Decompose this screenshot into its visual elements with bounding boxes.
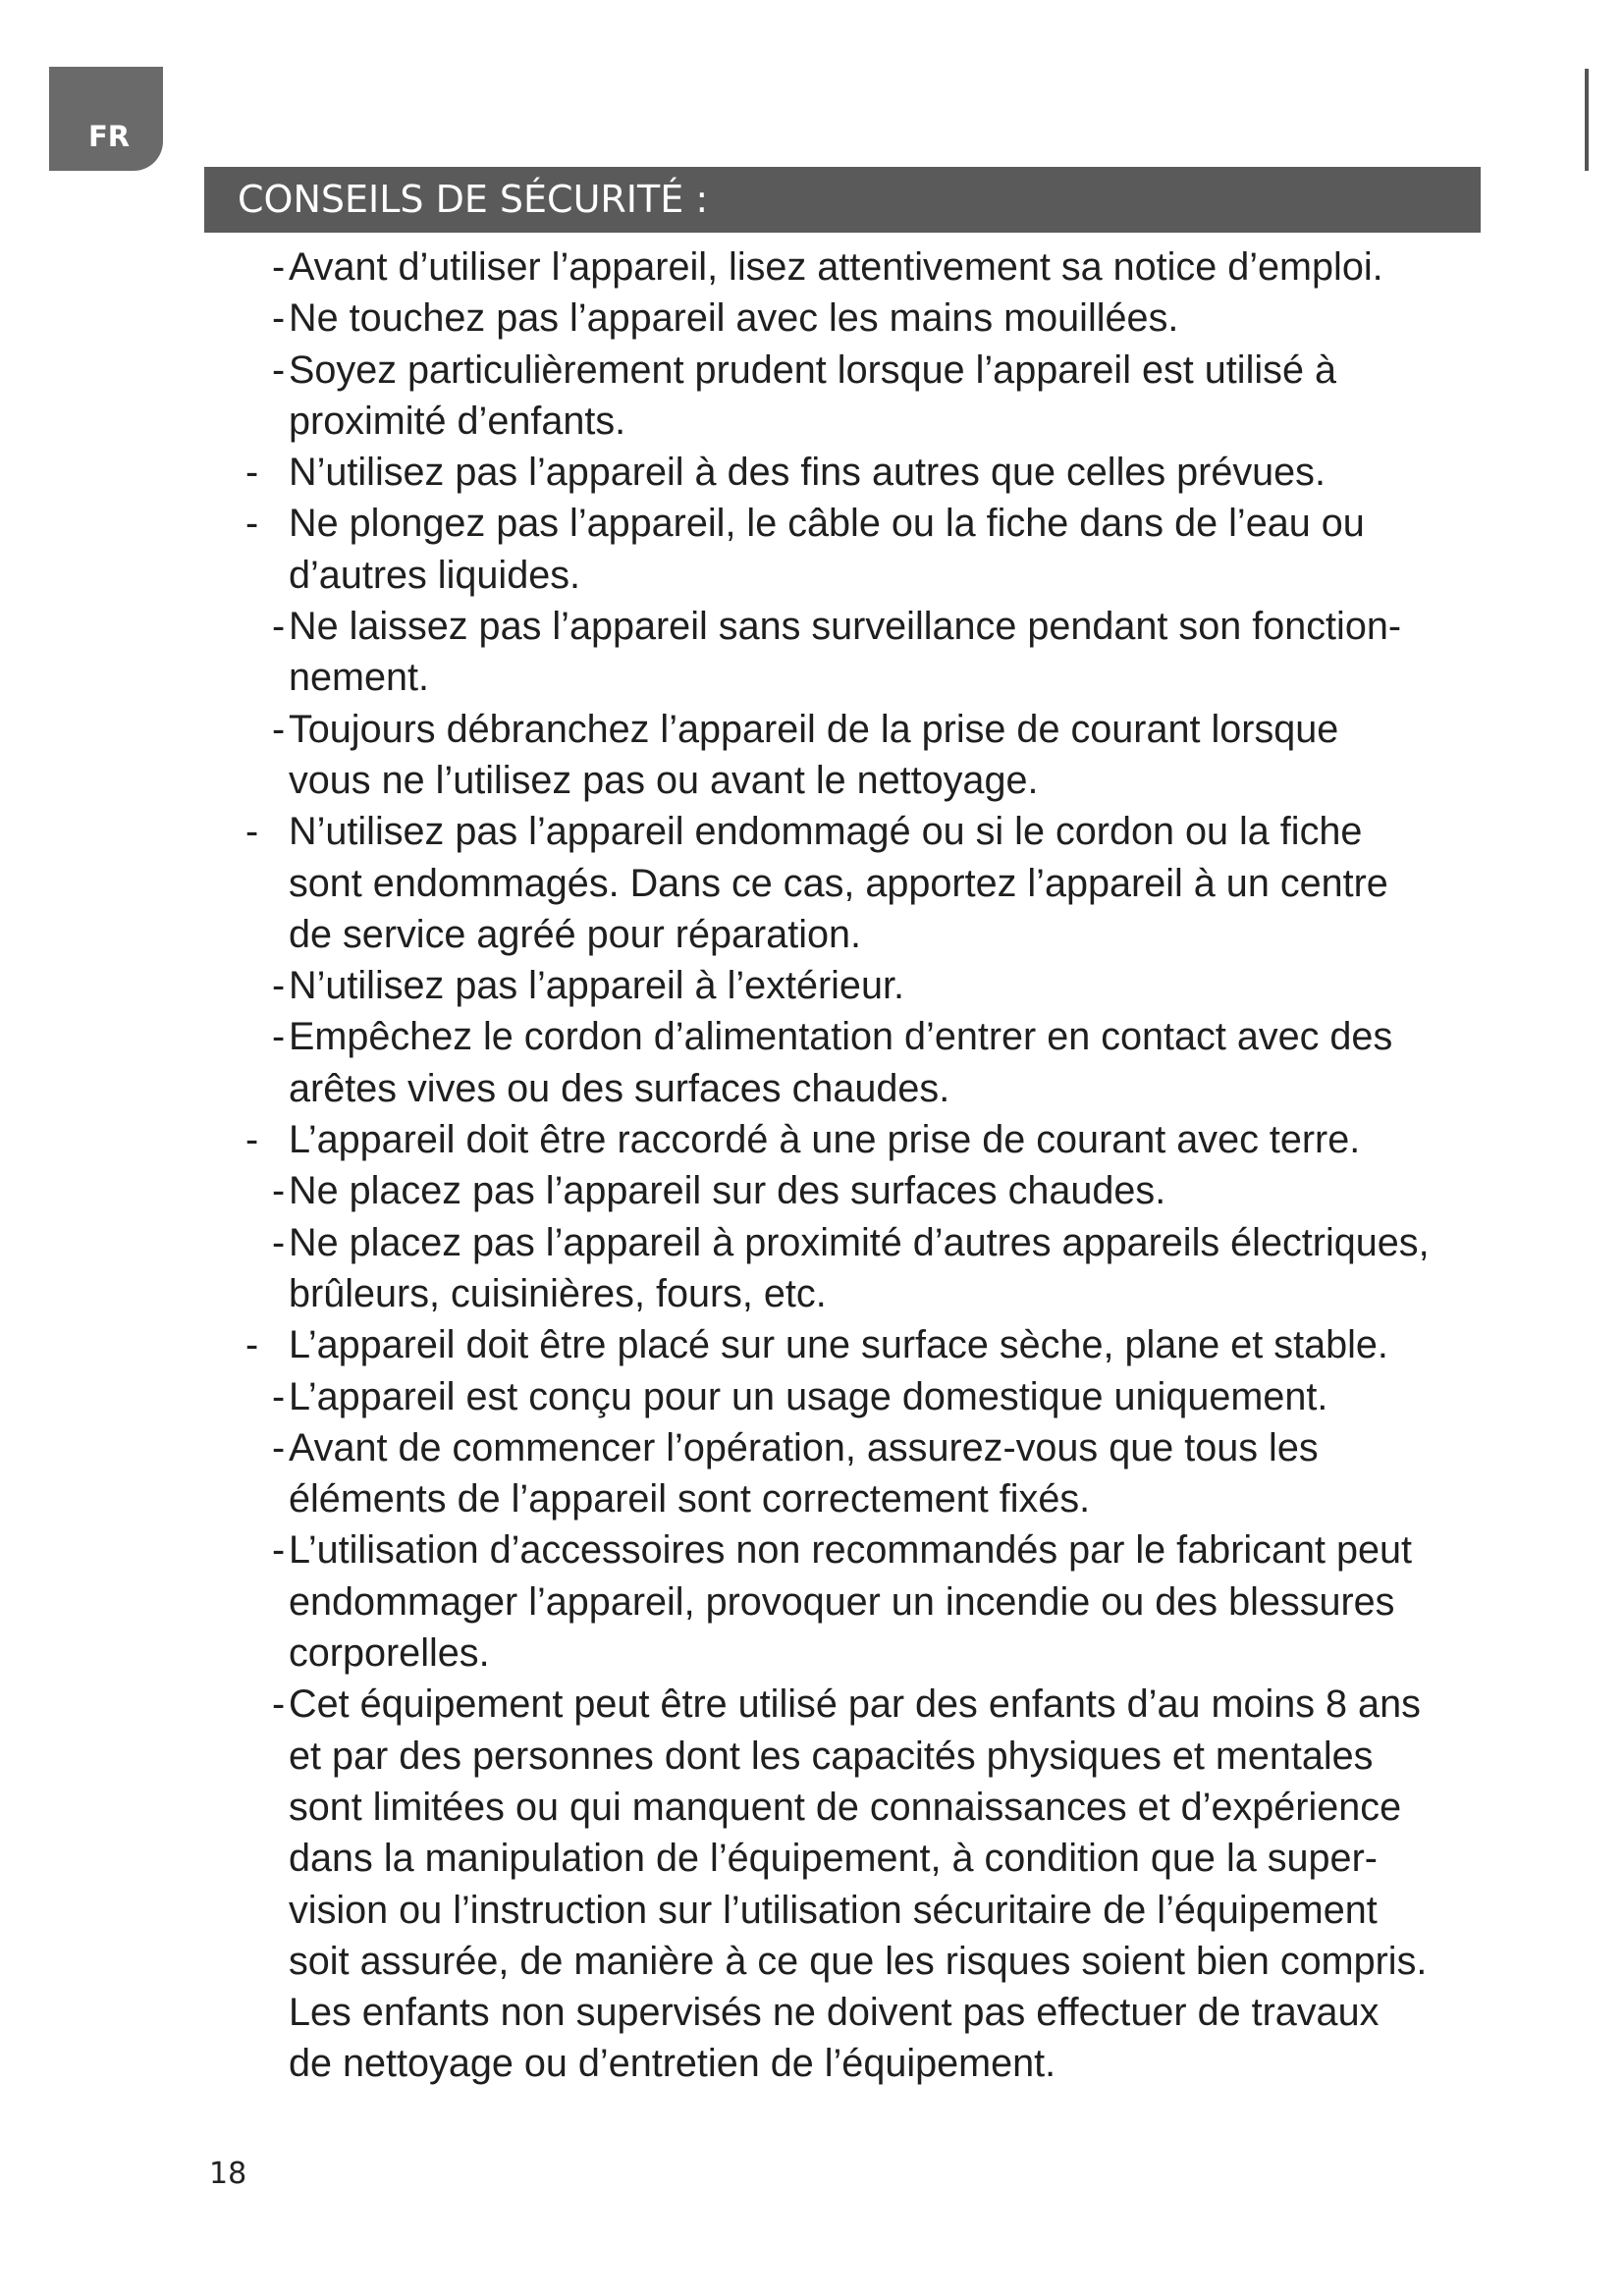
safety-item [245,1011,1542,1114]
dash-bullet: - [272,245,286,289]
safety-item-line: Avant de commencer l’opération, assurez-vous que tous les [289,1425,1319,1469]
safety-item [245,1679,1542,2089]
dash-bullet: - [272,347,286,392]
safety-item-line: L’utilisation d’accessoires non recommandés par le fabricant peut [289,1528,1412,1573]
section-title: CONSEILS DE SÉCURITÉ : [204,167,1481,233]
dash-bullet: - [245,1118,259,1162]
page-number: 18 [209,2157,247,2191]
dash-bullet: - [245,1323,259,1367]
safety-item-line: endommager l’appareil, provoquer un incendie ou des blessures [289,1579,1395,1624]
safety-item [245,806,1542,960]
safety-item [245,498,1542,601]
safety-item-line: sont limitées ou qui manquent de connaissances et d’expérience [289,1785,1402,1829]
safety-item-line: Ne laissez pas l’appareil sans surveillance pendant son fonction- [289,605,1402,649]
dash-bullet: - [272,1015,286,1059]
safety-item-line: Empêchez le cordon d’alimentation d’entrer en contact avec des [289,1015,1393,1059]
safety-item [245,1114,1542,1165]
dash-bullet: - [272,1374,286,1418]
dash-bullet: - [245,502,259,546]
safety-item-line: proximité d’enfants. [289,399,626,443]
safety-item-line: vision ou l’instruction sur l’utilisation sécuritaire de l’équipement [289,1888,1378,1932]
safety-item-line: Soyez particulièrement prudent lorsque l’appareil est utilisé à [289,347,1336,392]
safety-item-line: vous ne l’utilisez pas ou avant le nettoyage. [289,758,1039,802]
dash-bullet: - [272,964,286,1008]
dash-bullet: - [272,605,286,649]
safety-item-line: corporelles. [289,1631,490,1676]
dash-bullet: - [272,1220,286,1264]
safety-item [245,1422,1542,1525]
page-edge-divider [1585,69,1589,171]
dash-bullet: - [272,1425,286,1469]
safety-item-line: et par des personnes dont les capacités physiques et mentales [289,1734,1374,1778]
safety-item-line: nement. [289,656,430,700]
safety-item-line: Ne placez pas l’appareil à proximité d’autres appareils électriques, [289,1220,1430,1264]
safety-item-line: éléments de l’appareil sont correctement fixés. [289,1477,1091,1522]
safety-item-line: brûleurs, cuisinières, fours, etc. [289,1271,827,1315]
safety-item [245,1319,1542,1370]
safety-item [245,1371,1542,1422]
safety-item-line: sont endommagés. Dans ce cas, apportez l’appareil à un centre [289,861,1388,905]
safety-item-line: de nettoyage ou d’entretien de l’équipement. [289,2042,1056,2086]
safety-item-line: N’utilisez pas l’appareil à des fins autres que celles prévues. [289,451,1326,495]
safety-item-line: dans la manipulation de l’équipement, à condition que la super- [289,1837,1378,1881]
safety-item [245,704,1542,807]
safety-item-line: L’appareil doit être placé sur une surface sèche, plane et stable. [289,1323,1388,1367]
language-tab: FR [49,67,163,171]
safety-item [245,1524,1542,1679]
safety-item [245,1165,1542,1216]
safety-item-line: L’appareil doit être raccordé à une prise de courant avec terre. [289,1118,1361,1162]
safety-item [245,241,1542,293]
safety-item [245,293,1542,344]
dash-bullet: - [272,1682,286,1727]
safety-item-line: L’appareil est conçu pour un usage domestique uniquement. [289,1374,1328,1418]
safety-item-line: Ne placez pas l’appareil sur des surfaces chaudes. [289,1169,1166,1213]
safety-item [245,1217,1542,1320]
safety-item-line: N’utilisez pas l’appareil à l’extérieur. [289,964,904,1008]
safety-item [245,345,1542,448]
safety-item-line: Cet équipement peut être utilisé par des enfants d’au moins 8 ans [289,1682,1421,1727]
safety-item [245,601,1542,704]
safety-item [245,447,1542,498]
safety-item-line: Toujours débranchez l’appareil de la prise de courant lorsque [289,707,1339,751]
dash-bullet: - [272,1528,286,1573]
safety-item-line: Avant d’utiliser l’appareil, lisez attentivement sa notice d’emploi. [289,245,1383,289]
safety-item-line: d’autres liquides. [289,553,581,597]
safety-item-line: arêtes vives ou des surfaces chaudes. [289,1066,950,1110]
dash-bullet: - [272,1169,286,1213]
safety-instructions-list [245,241,1542,2090]
safety-item-line: Les enfants non supervisés ne doivent pas effectuer de travaux [289,1991,1380,2035]
safety-item-line: Ne plongez pas l’appareil, le câble ou la fiche dans de l’eau ou [289,502,1365,546]
dash-bullet: - [245,810,259,854]
dash-bullet: - [272,707,286,751]
safety-item [245,960,1542,1011]
dash-bullet: - [272,296,286,341]
safety-item-line: soit assurée, de manière à ce que les risques soient bien compris. [289,1939,1428,1983]
safety-item-line: N’utilisez pas l’appareil endommagé ou si le cordon ou la fiche [289,810,1363,854]
safety-item-line: Ne touchez pas l’appareil avec les mains mouillées. [289,296,1179,341]
safety-item-line: de service agréé pour réparation. [289,912,862,956]
dash-bullet: - [245,451,259,495]
